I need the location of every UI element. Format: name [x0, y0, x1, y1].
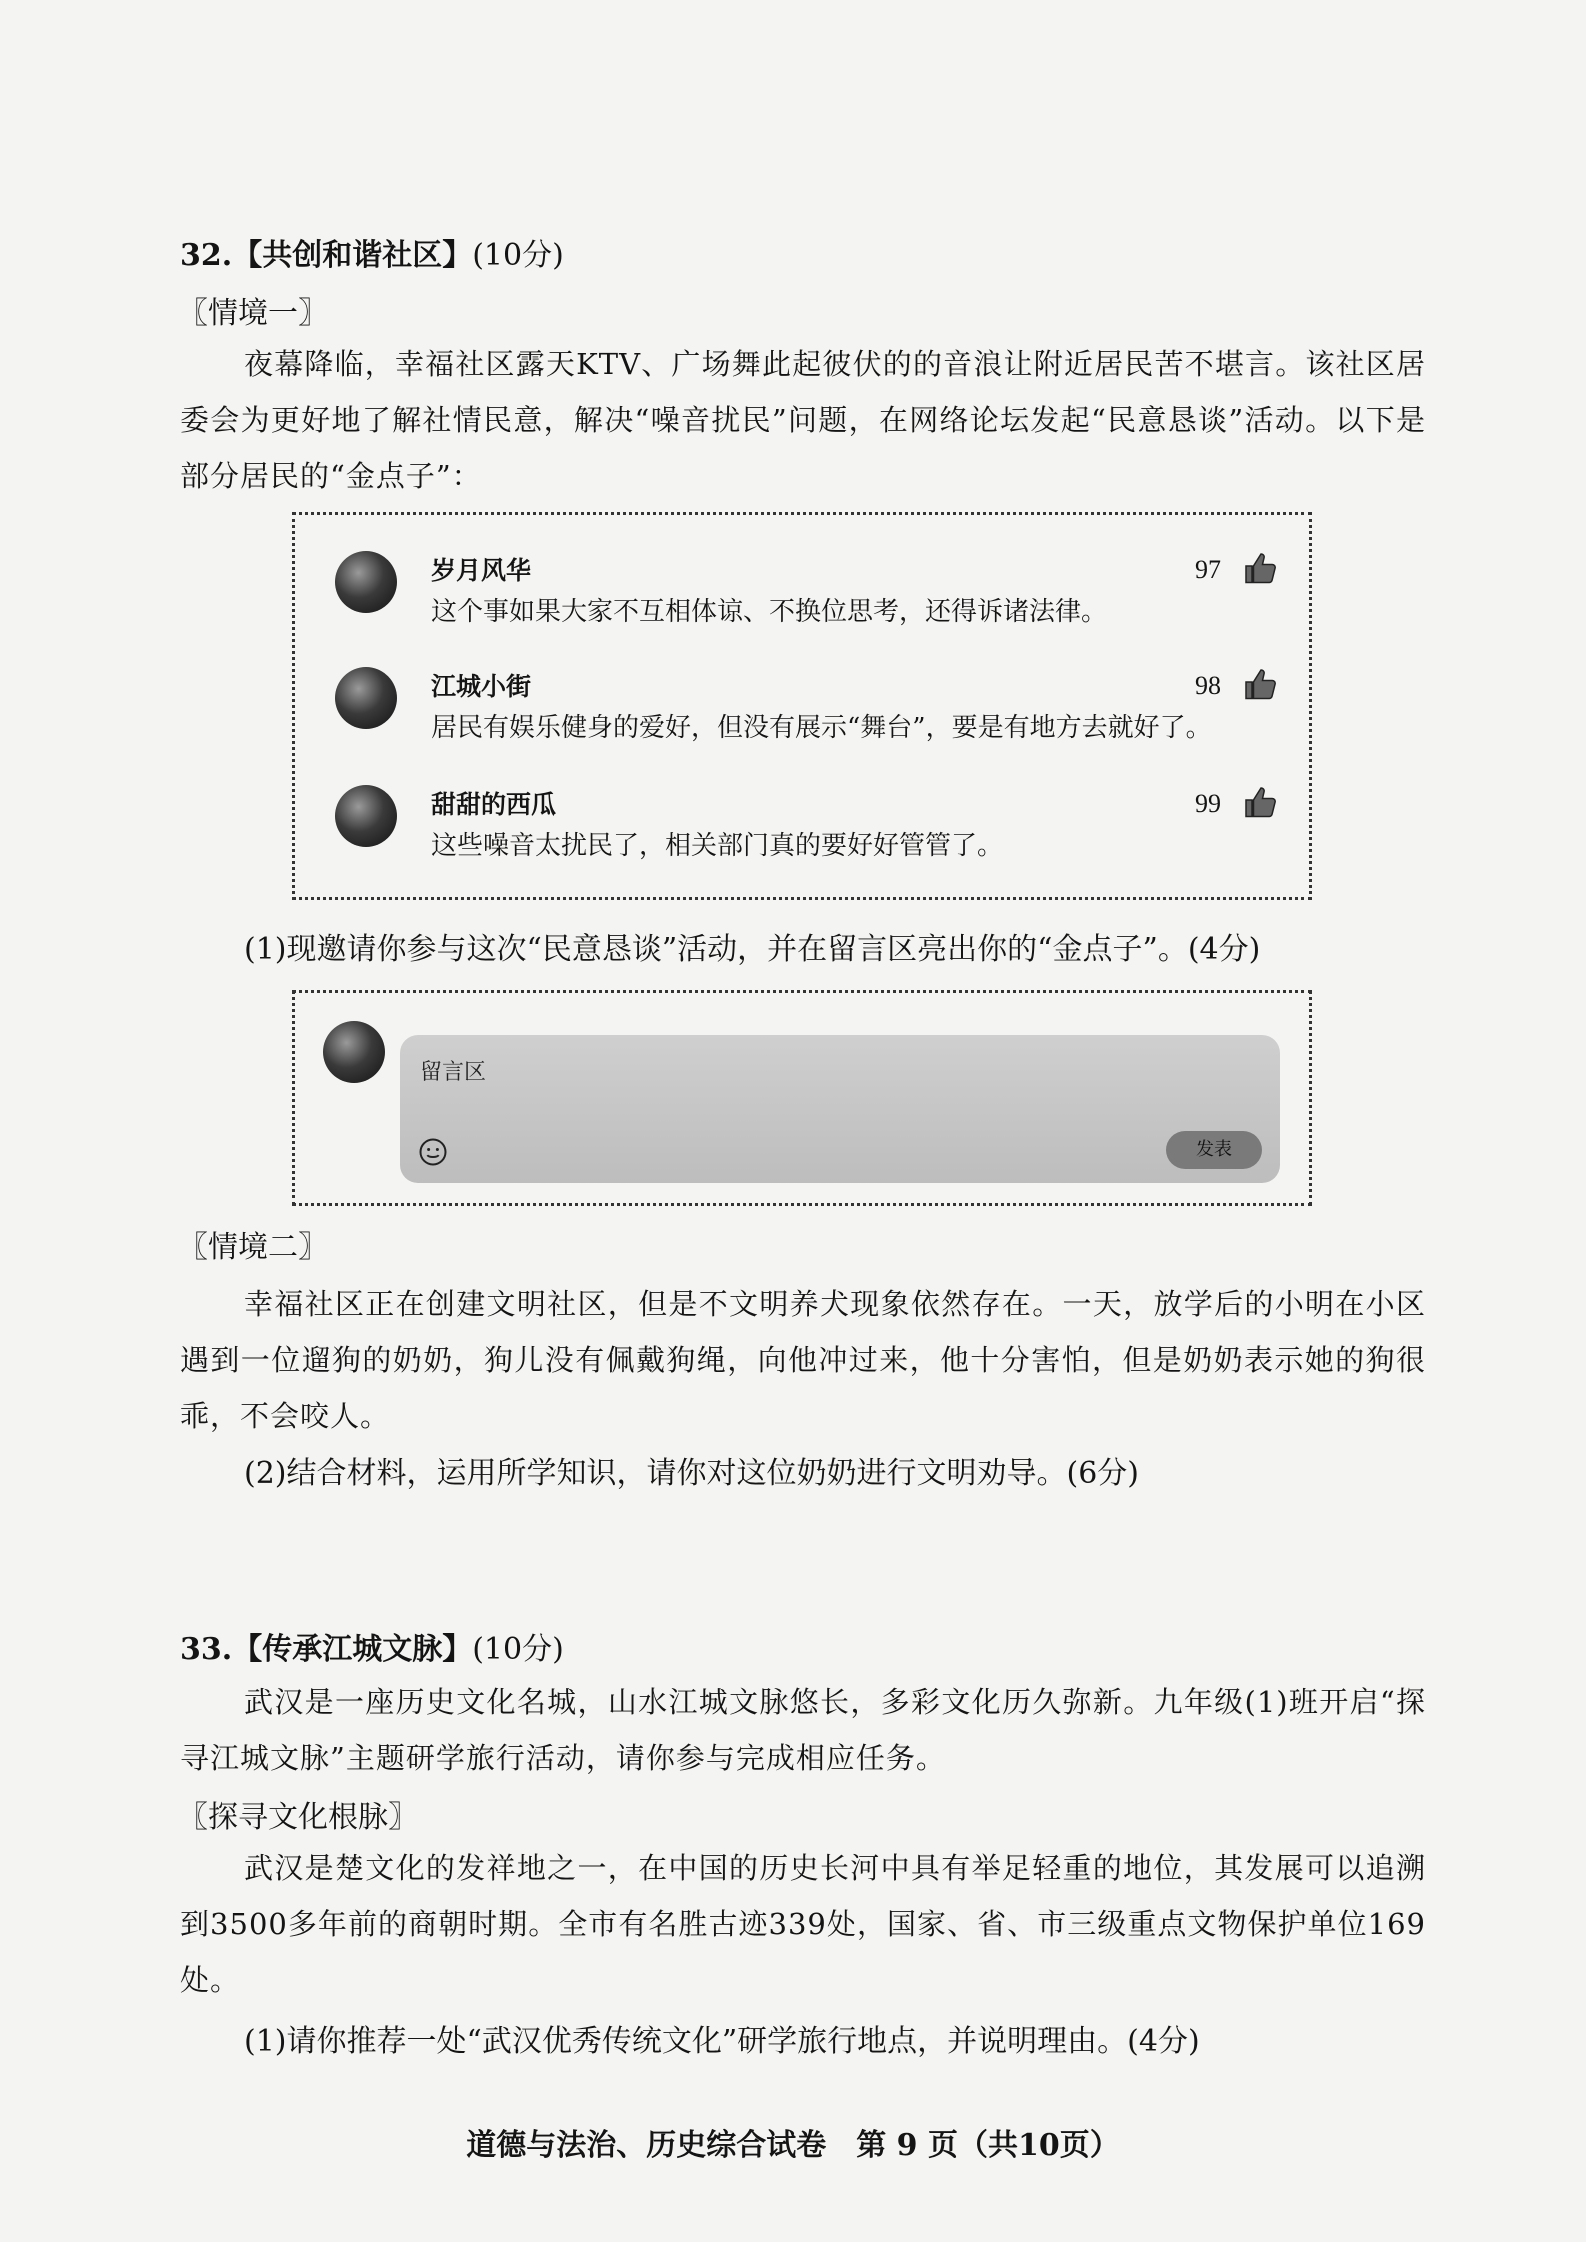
emoji-icon[interactable] [418, 1137, 448, 1167]
question-33-intro: 武汉是一座历史文化名城，山水江城文脉悠长，多彩文化历久弥新。九年级(1)班开启“探寻江城文脉”主题研学旅行活动，请你参与完成相应任务。 [180, 1685, 1426, 1775]
question-32-heading: 32.【共创和谐社区】 [180, 238, 473, 273]
scene-2-label: 〖情境二〗 [178, 1230, 328, 1265]
like-count: 98 [1195, 671, 1221, 700]
comment-text: 这个事如果大家不互相体谅、不换位思考，还得诉诸法律。 [431, 597, 1108, 627]
question-32-points: (10分) [472, 238, 564, 273]
avatar [335, 667, 397, 729]
comment-author: 甜甜的西瓜 [431, 790, 557, 819]
avatar [335, 785, 397, 847]
comment-item [335, 785, 1279, 885]
question-33-heading: 33.【传承江城文脉】 [180, 1632, 473, 1667]
comment-item [335, 667, 1279, 767]
scene-1-label: 〖情境一〗 [178, 296, 328, 331]
comment-item [335, 551, 1279, 651]
question-33-part-1: (1)请你推荐一处“武汉优秀传统文化”研学旅行地点，并说明理由。(4分) [244, 2024, 1200, 2059]
comment-board [292, 512, 1312, 900]
section-label: 〖探寻文化根脉〗 [178, 1800, 418, 1835]
question-32-title [180, 230, 564, 274]
comment-text: 居民有娱乐健身的爱好，但没有展示“舞台”，要是有地方去就好了。 [431, 713, 1212, 743]
question-32-part-2: (2)结合材料，运用所学知识，请你对这位奶奶进行文明劝导。(6分) [244, 1456, 1139, 1491]
thumbs-up-icon [1243, 667, 1279, 703]
thumbs-up-icon [1243, 785, 1279, 821]
question-32-part-1: (1)现邀请你参与这次“民意恳谈”活动，并在留言区亮出你的“金点子”。(4分) [244, 932, 1261, 967]
thumbs-up-icon [1243, 551, 1279, 587]
message-placeholder: 留言区 [420, 1060, 487, 1085]
scene-1-text: 夜幕降临，幸福社区露天KTV、广场舞此起彼伏的的音浪让附近居民苦不堪言。该社区居委会为更好地了解社情民意，解决“噪音扰民”问题，在网络论坛发起“民意恳谈”活动。以下是部分居民的“金点子”： [180, 347, 1426, 493]
page-footer: 道德与法治、历史综合试卷 第 9 页（共10页） [466, 2128, 1120, 2163]
section-text: 武汉是楚文化的发祥地之一，在中国的历史长河中具有举足轻重的地位，其发展可以追溯到3500多年前的商朝时期。全市有名胜古迹339处，国家、省、市三级重点文物保护单位169处。 [180, 1851, 1426, 1997]
scene-2-text: 幸福社区正在创建文明社区，但是不文明养犬现象依然存在。一天，放学后的小明在小区遇到一位遛狗的奶奶，狗儿没有佩戴狗绳，向他冲过来，他十分害怕，但是奶奶表示她的狗很乖，不会咬人。 [180, 1287, 1426, 1433]
message-input[interactable] [400, 1035, 1280, 1183]
question-33-title [180, 1624, 564, 1668]
like-count: 97 [1195, 555, 1221, 584]
comment-author: 岁月风华 [431, 556, 532, 585]
like-count: 99 [1195, 789, 1221, 818]
send-button[interactable]: 发表 [1166, 1131, 1262, 1169]
question-33-points: (10分) [472, 1632, 564, 1667]
avatar [335, 551, 397, 613]
comment-author: 江城小街 [431, 672, 532, 701]
message-panel [292, 990, 1312, 1206]
comment-text: 这些噪音太扰民了，相关部门真的要好好管管了。 [431, 831, 1004, 861]
avatar [323, 1021, 385, 1083]
